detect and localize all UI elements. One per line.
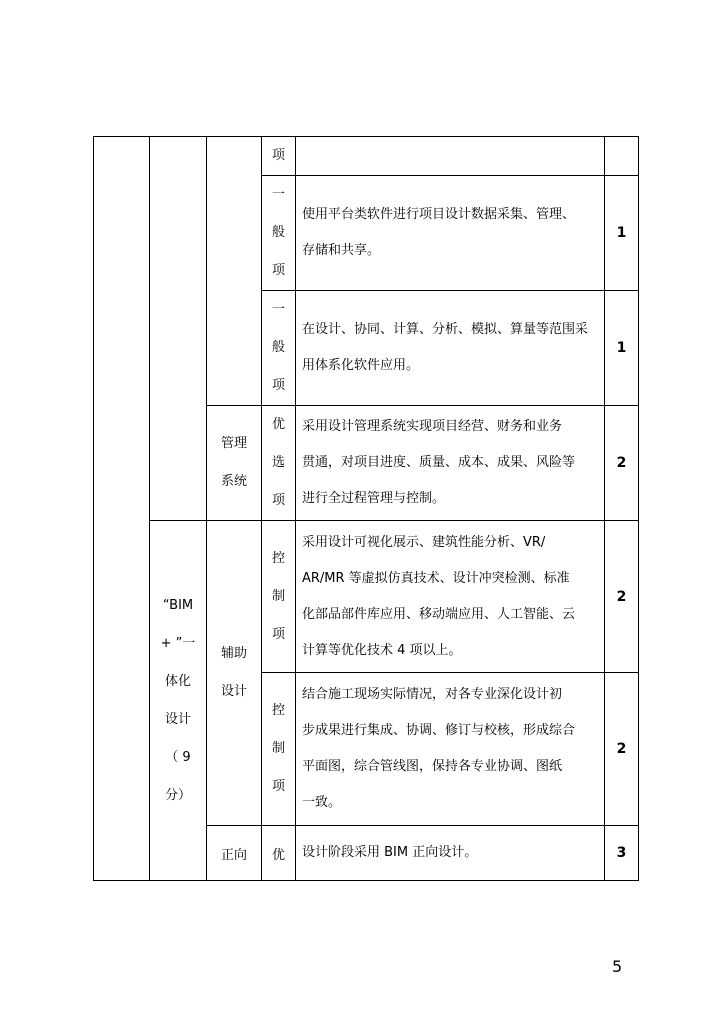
score-cell: 1	[605, 176, 639, 291]
content-cell: 采用设计管理系统实现项目经营、财务和业务 贯通，对项目进度、质量、成本、成果、风险等 进行全过程管理与控制。	[296, 406, 605, 521]
page-number: 5	[612, 957, 623, 976]
category-cell-bim: “BIM + ”一 体化 设计 （ 9 分）	[150, 521, 207, 881]
content-cell: 使用平台类软件进行项目设计数据采集、管理、 存储和共享。	[296, 176, 605, 291]
subcategory-cell-upper	[207, 137, 262, 406]
score-cell: 2	[605, 406, 639, 521]
subcategory-cell-forward: 正向	[207, 826, 262, 881]
content-cell: 结合施工现场实际情况，对各专业深化设计初 步成果进行集成、协调、修订与校核，形成综合 平面图，综合管线图，保持各专业协调、图纸 一致。	[296, 673, 605, 826]
type-cell: 优 选 项	[262, 406, 296, 521]
type-cell: 控 制 项	[262, 673, 296, 826]
type-cell: 一 般 项	[262, 291, 296, 406]
subcategory-cell-management: 管理 系统	[207, 406, 262, 521]
subcategory-cell-auxiliary: 辅助 设计	[207, 521, 262, 826]
score-cell: 3	[605, 826, 639, 881]
type-cell: 控 制 项	[262, 521, 296, 673]
score-cell	[605, 137, 639, 176]
type-cell: 一 般 项	[262, 176, 296, 291]
score-cell: 1	[605, 291, 639, 406]
content-cell: 在设计、协同、计算、分析、模拟、算量等范围采 用体系化软件应用。	[296, 291, 605, 406]
table-row	[94, 521, 639, 673]
type-cell: 优	[262, 826, 296, 881]
content-cell: 设计阶段采用 BIM 正向设计。	[296, 826, 605, 881]
score-cell: 2	[605, 521, 639, 673]
evaluation-table	[93, 136, 639, 881]
content-cell	[296, 137, 605, 176]
score-cell: 2	[605, 673, 639, 826]
category-cell-upper	[150, 137, 207, 521]
type-cell: 项	[262, 137, 296, 176]
content-cell: 采用设计可视化展示、建筑性能分析、VR/ AR/MR 等虚拟仿真技术、设计冲突检测、标准 化部品部件库应用、移动端应用、人工智能、云 计算等优化技术 4 项以上。	[296, 521, 605, 673]
table-row	[94, 137, 639, 176]
category-empty-cell	[94, 137, 150, 881]
